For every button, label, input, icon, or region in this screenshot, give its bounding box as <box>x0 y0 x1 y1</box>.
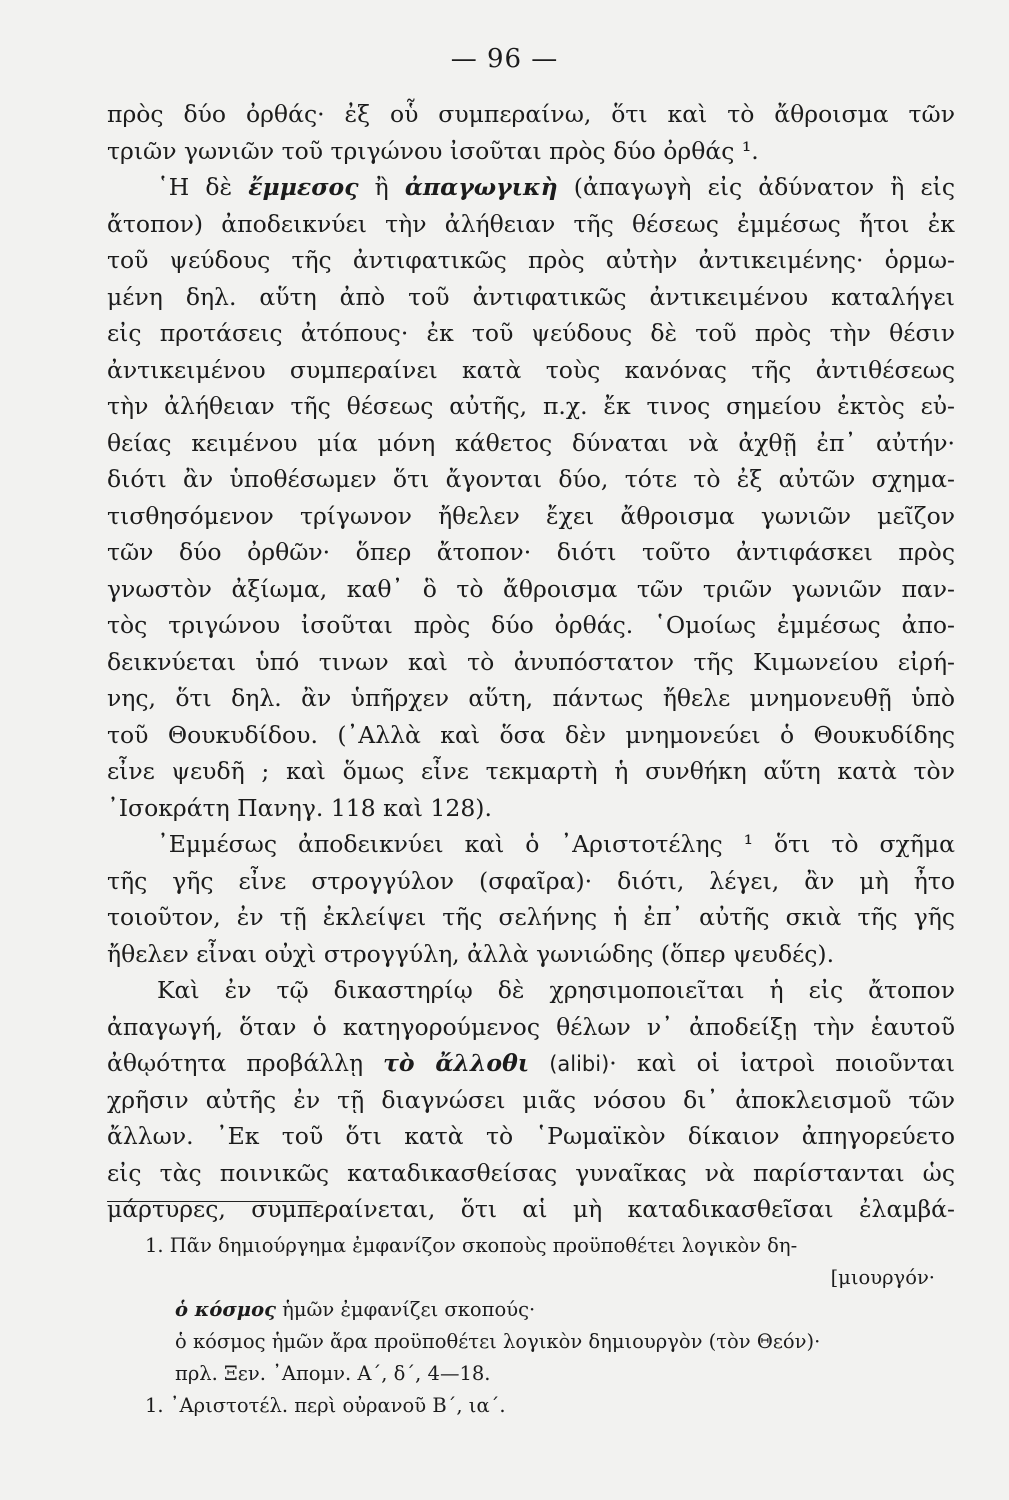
footnote-divider <box>107 1201 317 1202</box>
text-line: ἤθελεν εἶναι οὐχὶ στρογγύλη, ἀλλὰ γωνιώδης (ὅπερ ψευδές). <box>107 939 835 968</box>
latin-term: (alibi) <box>549 1052 610 1076</box>
text-line <box>107 1045 955 1082</box>
term-alloti: τὸ ἄλλοθι <box>383 1049 530 1077</box>
text-line: εἰς προτάσεις ἀτόπους· ἐκ τοῦ ψεύδους δὲ τοῦ πρὸς τὴν θέσιν <box>107 319 955 347</box>
term-emmesos: ἔμμεσος <box>248 173 359 201</box>
text-line: τῆς γῆς εἶνε στρογγύλον (σφαῖρα)· διότι, λέγει, ἂν μὴ ἦτο <box>107 866 955 895</box>
text-line: ᾽Ισοκράτη Πανηγ. 118 καὶ 128). <box>107 793 492 822</box>
footnote-line: ὁ κόσμος ἡμῶν ἄρα προϋποθέτει λογικὸν δημιουργὸν (τὸν Θεόν)· <box>175 1330 821 1353</box>
text-line: ἀπαγωγή, ὅταν ὁ κατηγορούμενος θέλων ν᾽ ἀποδείξῃ τὴν ἑαυτοῦ <box>107 1012 955 1041</box>
text-line: τοῦ ψεύδους τῆς ἀντιφατικῶς πρὸς αὐτὴν ἀντικειμένης· ὁρμω- <box>107 246 955 274</box>
text-span: ῾Η δὲ <box>157 173 249 201</box>
text-line: δεικνύεται ὑπό τινων καὶ τὸ ἀνυπόστατον τῆς Κιμωνείου εἰρή- <box>107 647 955 676</box>
text-line: θείας κειμένου μία μόνη κάθετος δύναται νὰ ἀχθῇ ἐπ᾽ αὐτήν· <box>107 428 955 457</box>
text-line: ἀντικειμένου συμπεραίνει κατὰ τοὺς κανόνας τῆς ἀντιθέσεως <box>107 355 955 384</box>
text-line: μένη δηλ. αὕτη ἀπὸ τοῦ ἀντιφατικῶς ἀντικειμένου καταλήγει <box>107 282 955 311</box>
text-span: ἢ <box>358 173 405 201</box>
text-line: ἄλλων. ᾽Εκ τοῦ ὅτι κατὰ τὸ ῾Ρωμαϊκὸν δίκαιον ἀπηγορεύετο <box>107 1122 955 1150</box>
text-line: τὴν ἀλήθειαν τῆς θέσεως αὐτῆς, π.χ. ἔκ τινος σημείου ἐκτὸς εὐ- <box>107 392 955 420</box>
text-span: · καὶ οἱ ἰατροὶ ποιοῦνται <box>609 1049 955 1077</box>
footnote-line: 1. ᾽Αριστοτέλ. περὶ οὐρανοῦ Β΄, ια΄. <box>145 1394 506 1417</box>
text-line: πρὸς δύο ὀρθάς· ἐξ οὗ συμπεραίνω, ὅτι καὶ τὸ ἄθροισμα τῶν <box>107 100 955 128</box>
text-line: τοιοῦτον, ἐν τῇ ἐκλείψει τῆς σελήνης ἡ ἐπ᾽ αὐτῆς σκιὰ τῆς γῆς <box>107 903 955 931</box>
text-line: μάρτυρες, συμπεραίνεται, ὅτι αἱ μὴ καταδικασθεῖσαι ἐλαμβά- <box>107 1195 955 1223</box>
page-number: — 96 — <box>450 44 559 74</box>
footnote-line <box>145 1294 955 1326</box>
text-span: (ἀπαγωγὴ εἰς ἀδύνατον ἢ εἰς <box>557 173 955 201</box>
text-line: τοῦ Θουκυδίδου. (᾽Αλλὰ καὶ ὅσα δὲν μνημονεύει ὁ Θουκυδίδης <box>107 720 955 749</box>
term-apagogike: ἀπαγωγικὴ <box>404 173 558 201</box>
text-line: διότι ἂν ὑποθέσωμεν ὅτι ἄγονται δύο, τότε τὸ ἐξ αὐτῶν σχημα- <box>107 465 955 493</box>
footnote-line: 1. Πᾶν δημιούργημα ἐμφανίζον σκοποὺς προϋποθέτει λογικὸν δη- <box>145 1234 798 1257</box>
text-line: νης, ὅτι δηλ. ἂν ὑπῆρχεν αὕτη, πάντως ἤθελε μνημονευθῇ ὑπὸ <box>107 684 955 712</box>
footnotes <box>145 1230 955 1422</box>
footnote-line: πρλ. Ξεν. ᾽Απομν. Α΄, δ΄, 4—18. <box>175 1362 491 1385</box>
text-line: τὸς τριγώνου ἰσοῦται πρὸς δύο ὀρθάς. ῾Ομοίως ἐμμέσως ἀπο- <box>107 611 955 639</box>
text-line: τισθησόμενον τρίγωνον ἤθελεν ἔχει ἄθροισμα γωνιῶν μεῖζον <box>107 501 955 530</box>
text-line: τριῶν γωνιῶν τοῦ τριγώνου ἰσοῦται πρὸς δύο ὀρθάς ¹. <box>107 136 759 165</box>
text-line: γνωστὸν ἀξίωμα, καθ᾽ ὃ τὸ ἄθροισμα τῶν τριῶν γωνιῶν παν- <box>107 574 955 603</box>
footnote-line: [μιουργόν· <box>830 1266 935 1289</box>
text-line: ἄτοπον) ἀποδεικνύει τὴν ἀλήθειαν τῆς θέσεως ἐμμέσως ἤτοι ἐκ <box>107 209 955 238</box>
text-line: ᾽Εμμέσως ἀποδεικνύει καὶ ὁ ᾽Αριστοτέλης ¹ ὅτι τὸ σχῆμα <box>157 830 955 858</box>
body-text <box>107 96 955 1228</box>
footnote-term: ὁ κόσμος <box>175 1298 276 1321</box>
text-line: τῶν δύο ὀρθῶν· ὅπερ ἄτοπον· διότι τοῦτο ἀντιφάσκει πρὸς <box>107 538 955 566</box>
text-line: Καὶ ἐν τῷ δικαστηρίῳ δὲ χρησιμοποιεῖται ἡ εἰς ἄτοπον <box>157 976 955 1004</box>
text-line <box>107 169 955 206</box>
text-line: χρῆσιν αὐτῆς ἐν τῇ διαγνώσει μιᾶς νόσου δι᾽ ἀποκλεισμοῦ τῶν <box>107 1085 955 1114</box>
text-line: εἰς τὰς ποινικῶς καταδικασθείσας γυναῖκας νὰ παρίστανται ὡς <box>107 1158 955 1187</box>
text-line: εἶνε ψευδῆ ; καὶ ὅμως εἶνε τεκμαρτὴ ἡ συνθήκη αὕτη κατὰ τὸν <box>107 757 955 785</box>
text-span: ἀθῳότητα προβάλλῃ <box>107 1049 384 1077</box>
text-span: ἡμῶν ἐμφανίζει σκοπούς· <box>275 1298 536 1321</box>
